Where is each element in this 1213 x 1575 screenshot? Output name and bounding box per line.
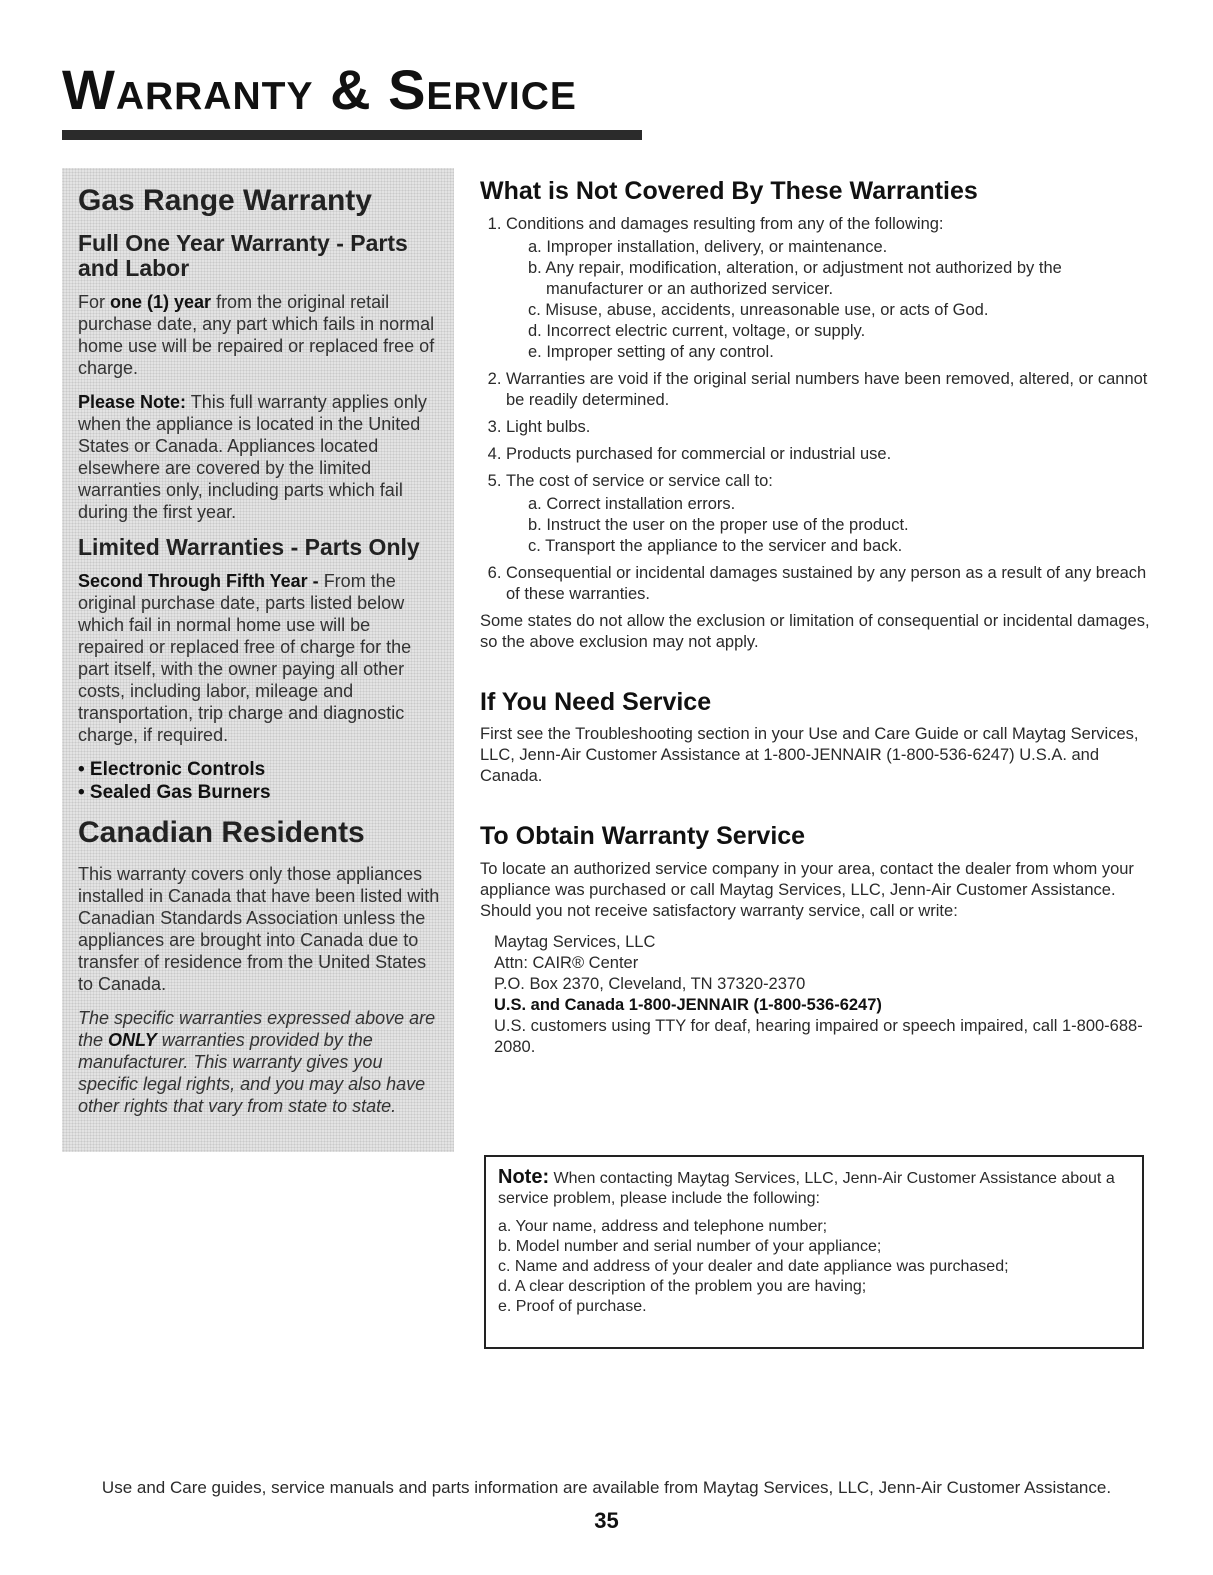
please-note-label: Please Note: [78, 392, 187, 413]
footer-text: Use and Care guides, service manuals and parts information are available from Maytag Services, LLC, Jenn-Air Customer Assistance. [101, 1478, 1112, 1497]
canadian-heading: Canadian Residents [78, 816, 365, 850]
sidebar-heading: Gas Range Warranty [78, 184, 372, 217]
address-line: Maytag Services, LLC [494, 932, 656, 951]
note-label: Note: [498, 1166, 550, 1188]
not-covered-list [480, 214, 1160, 605]
please-note-text [78, 391, 440, 523]
list-item: • Sealed Gas Burners [78, 782, 271, 804]
list-item: 2. Warranties are void if the original serial numbers have been removed, altered, or cannot be readily determined. [506, 369, 1160, 411]
title-rule [62, 130, 642, 140]
list-item: e. Proof of purchase. [498, 1298, 647, 1315]
sub-list-item: b. Any repair, modification, alteration, or adjustment not authorized by the manufacturer or an authorized servicer. [528, 258, 1062, 298]
full-warranty-text [78, 291, 440, 379]
not-covered-heading: What is Not Covered By These Warranties [480, 177, 978, 205]
exclusion-note: Some states do not allow the exclusion or limitation of consequential or incidental damages, so the above exclusion may not apply. [480, 611, 1150, 651]
limited-term: Second Through Fifth Year - [78, 571, 319, 592]
list-item: a. Your name, address and telephone number; [498, 1218, 828, 1235]
sub-list-item: d. Incorrect electric current, voltage, or supply. [528, 321, 866, 340]
sub-list [506, 494, 1160, 557]
page-number: 35 [594, 1508, 619, 1533]
need-service-text: First see the Troubleshooting section in your Use and Care Guide or call Maytag Services, LLC, Jenn-Air Customer Assistance at 1-800-JENNAIR (1-800-536-6247) U.S.A. and Canada. [480, 725, 1139, 785]
sub-list-item: a. Correct installation errors. [528, 494, 736, 513]
full-warranty-term: one (1) year [110, 292, 212, 313]
limited-warranty-text [78, 570, 440, 746]
specific-pre: The specific warranties expressed above are the [78, 1007, 436, 1050]
sub-list [506, 237, 1160, 363]
phone-line: U.S. and Canada 1-800-JENNAIR (1-800-536-6247) [494, 995, 882, 1014]
note-intro [498, 1167, 1130, 1209]
specific-warranties-text [78, 1007, 440, 1117]
list-item: c. Name and address of your dealer and date appliance was purchased; [498, 1258, 1009, 1275]
list-item: 4. Products purchased for commercial or industrial use. [506, 444, 1160, 465]
address-line: P.O. Box 2370, Cleveland, TN 37320-2370 [494, 974, 806, 993]
address-line: Attn: CAIR® Center [494, 953, 639, 972]
list-item-text: Conditions and damages resulting from any of the following: [506, 214, 944, 233]
warranty-sidebar [62, 168, 454, 1152]
limited-warranty-heading: Limited Warranties - Parts Only [78, 534, 420, 561]
need-service-heading: If You Need Service [480, 687, 712, 716]
list-item: 3. Light bulbs. [506, 417, 1160, 438]
sub-list-item: c. Transport the appliance to the servicer and back. [528, 536, 903, 555]
full-warranty-heading: Full One Year Warranty - Parts and Labor [78, 229, 408, 281]
full-warranty-post: from the original retail purchase date, any part which fails in normal home use will be repaired or replaced free of charge. [78, 292, 435, 379]
list-item [506, 214, 1160, 363]
page-title: Warranty & Service [62, 58, 577, 121]
covered-parts-list [78, 758, 440, 804]
please-note-body: This full warranty applies only when the appliance is located in the United States or Canada. Appliances located elsewhere are covered by the limited warranties only, including parts which fail during the first year. [78, 392, 427, 523]
full-warranty-pre: For [78, 292, 111, 313]
list-item: d. A clear description of the problem you are having; [498, 1278, 867, 1295]
specific-only: ONLY [108, 1029, 157, 1050]
service-address [494, 932, 1160, 1058]
service-column [480, 178, 1160, 1058]
sub-list-item: b. Instruct the user on the proper use of the product. [528, 515, 909, 534]
sub-list-item: e. Improper setting of any control. [528, 342, 774, 361]
obtain-service-text: To locate an authorized service company in your area, contact the dealer from whom your appliance was purchased or call Maytag Services, LLC, Jenn-Air Customer Assistance. Should you not receive satisfactory warranty service, call or write: [480, 859, 1134, 920]
canadian-text: This warranty covers only those appliances installed in Canada that have been listed with Canadian Standards Association unless the appliances are brought into Canada due to transfer of residence from the United States to Canada. [78, 863, 440, 994]
obtain-service-heading: To Obtain Warranty Service [480, 822, 806, 850]
list-item: • Electronic Controls [78, 759, 266, 781]
note-box [484, 1155, 1144, 1349]
specific-post: warranties provided by the manufacturer. This warranty gives you specific legal rights, and you may also have other rights that vary from state to state. [78, 1029, 426, 1116]
list-item: b. Model number and serial number of your appliance; [498, 1238, 882, 1255]
sub-list-item: c. Misuse, abuse, accidents, unreasonable use, or acts of God. [528, 300, 989, 319]
limited-body: From the original purchase date, parts listed below which fail in normal home use will be repaired or replaced free of charge for the part itself, with the owner paying all other costs, including labor, mileage and transportation, trip charge and diagnostic charge, if required. [78, 571, 412, 746]
list-item-text: The cost of service or service call to: [506, 471, 773, 490]
note-list [498, 1217, 1130, 1317]
tty-line: U.S. customers using TTY for deaf, hearing impaired or speech impaired, call 1-800-688-2080. [494, 1016, 1143, 1056]
note-text: When contacting Maytag Services, LLC, Jenn-Air Customer Assistance about a service problem, please include the following: [498, 1170, 1115, 1207]
sub-list-item: a. Improper installation, delivery, or maintenance. [528, 237, 888, 256]
list-item: 6. Consequential or incidental damages sustained by any person as a result of any breach of these warranties. [506, 563, 1160, 605]
list-item [506, 471, 1160, 557]
